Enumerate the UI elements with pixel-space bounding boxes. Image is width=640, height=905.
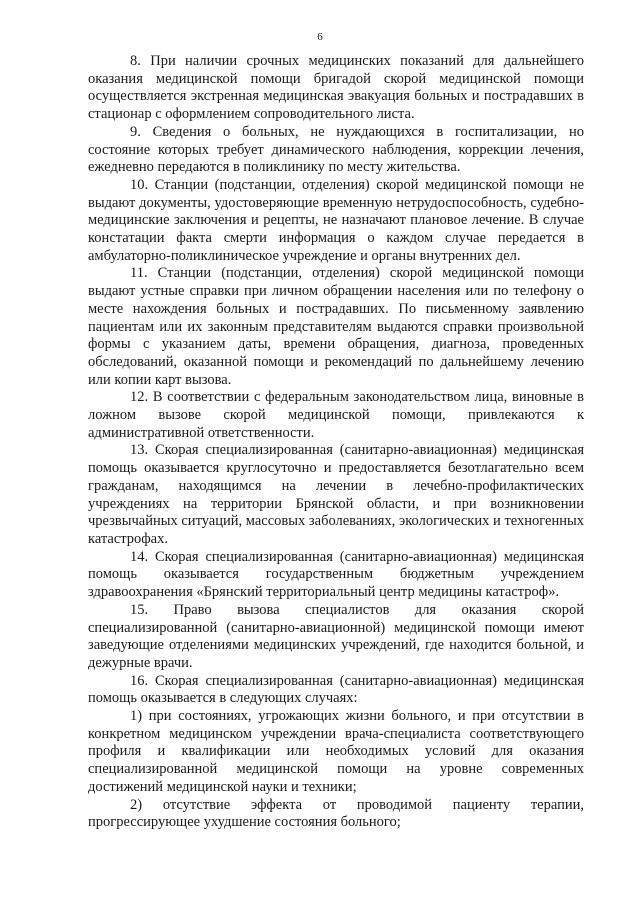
page-number: 6: [317, 31, 323, 43]
list-item-1: 1) при состояниях, угрожающих жизни больного, и при отсутствии в конкретном медицинском учреждении врача-специалиста соответствующего профиля и квалификации или необходимых условий для оказания специализированной медицинской помощи на уровне современных достижений медицинской науки и техники;: [88, 708, 584, 795]
paragraph-16: 16. Скорая специализированная (санитарно-авиационная) медицинская помощь оказывается в следующих случаях:: [88, 672, 584, 707]
paragraph-12: 12. В соответствии с федеральным законодательством лица, виновные в ложном вызове скорой медицинской помощи, привлекаются к административной ответственности.: [88, 389, 584, 441]
paragraph-10: 10. Станции (подстанции, отделения) скорой медицинской помощи не выдают документы, удостоверяющие временную нетрудоспособность, судебно-медицинские заключения и рецепты, не назначают плановое лечение. В случае констатации факта смерти информация о каждом случае передается в амбулаторно-поликлиническое учреждение и органы внутренних дел.: [88, 176, 584, 264]
paragraph-8: 8. При наличии срочных медицинских показаний для дальнейшего оказания медицинской помощи бригадой скорой медицинской помощи осуществляется экстренная медицинская эвакуация больных и пострадавших в стационар с оформлением сопроводительного листа.: [88, 53, 584, 123]
paragraph-11: 11. Станции (подстанции, отделения) скорой медицинской помощи выдают устные справки при личном обращении населения или по телефону о месте нахождения больных и пострадавших. По письменному заявлению пациентам или их законным представителям выдаются справки произвольной формы с указанием даты, времени обращения, диагноза, проведенных обследований, оказанной помощи и рекомендаций по дальнейшему лечению или копии карт вызова.: [88, 265, 584, 388]
paragraph-14: 14. Скорая специализированная (санитарно-авиационная) медицинская помощь оказывается государственным бюджетным учреждением здравоохранения «Брянский территориальный центр медицины катастроф».: [88, 548, 584, 601]
document-body: [88, 53, 584, 832]
paragraph-15: 15. Право вызова специалистов для оказания скорой специализированной (санитарно-авиационной) медицинской помощи имеют заведующие отделениями медицинских учреждений, где находится больной, и дежурные врачи.: [88, 601, 584, 671]
paragraph-13: 13. Скорая специализированная (санитарно-авиационная) медицинская помощь оказывается круглосуточно и предоставляется безотлагательно всем гражданам, находящимся на лечении в лечебно-профилактических учреждениях на территории Брянской области, и при возникновении чрезвычайных ситуаций, массовых заболеваниях, экологических и техногенных катастрофах.: [88, 442, 584, 547]
list-item-2: 2) отсутствие эффекта от проводимой пациенту терапии, прогрессирующее ухудшение состояния больного;: [88, 796, 584, 831]
paragraph-9: 9. Сведения о больных, не нуждающихся в госпитализации, но состояние которых требует динамического наблюдения, коррекции лечения, ежедневно передаются в поликлинику по месту жительства.: [88, 123, 584, 176]
